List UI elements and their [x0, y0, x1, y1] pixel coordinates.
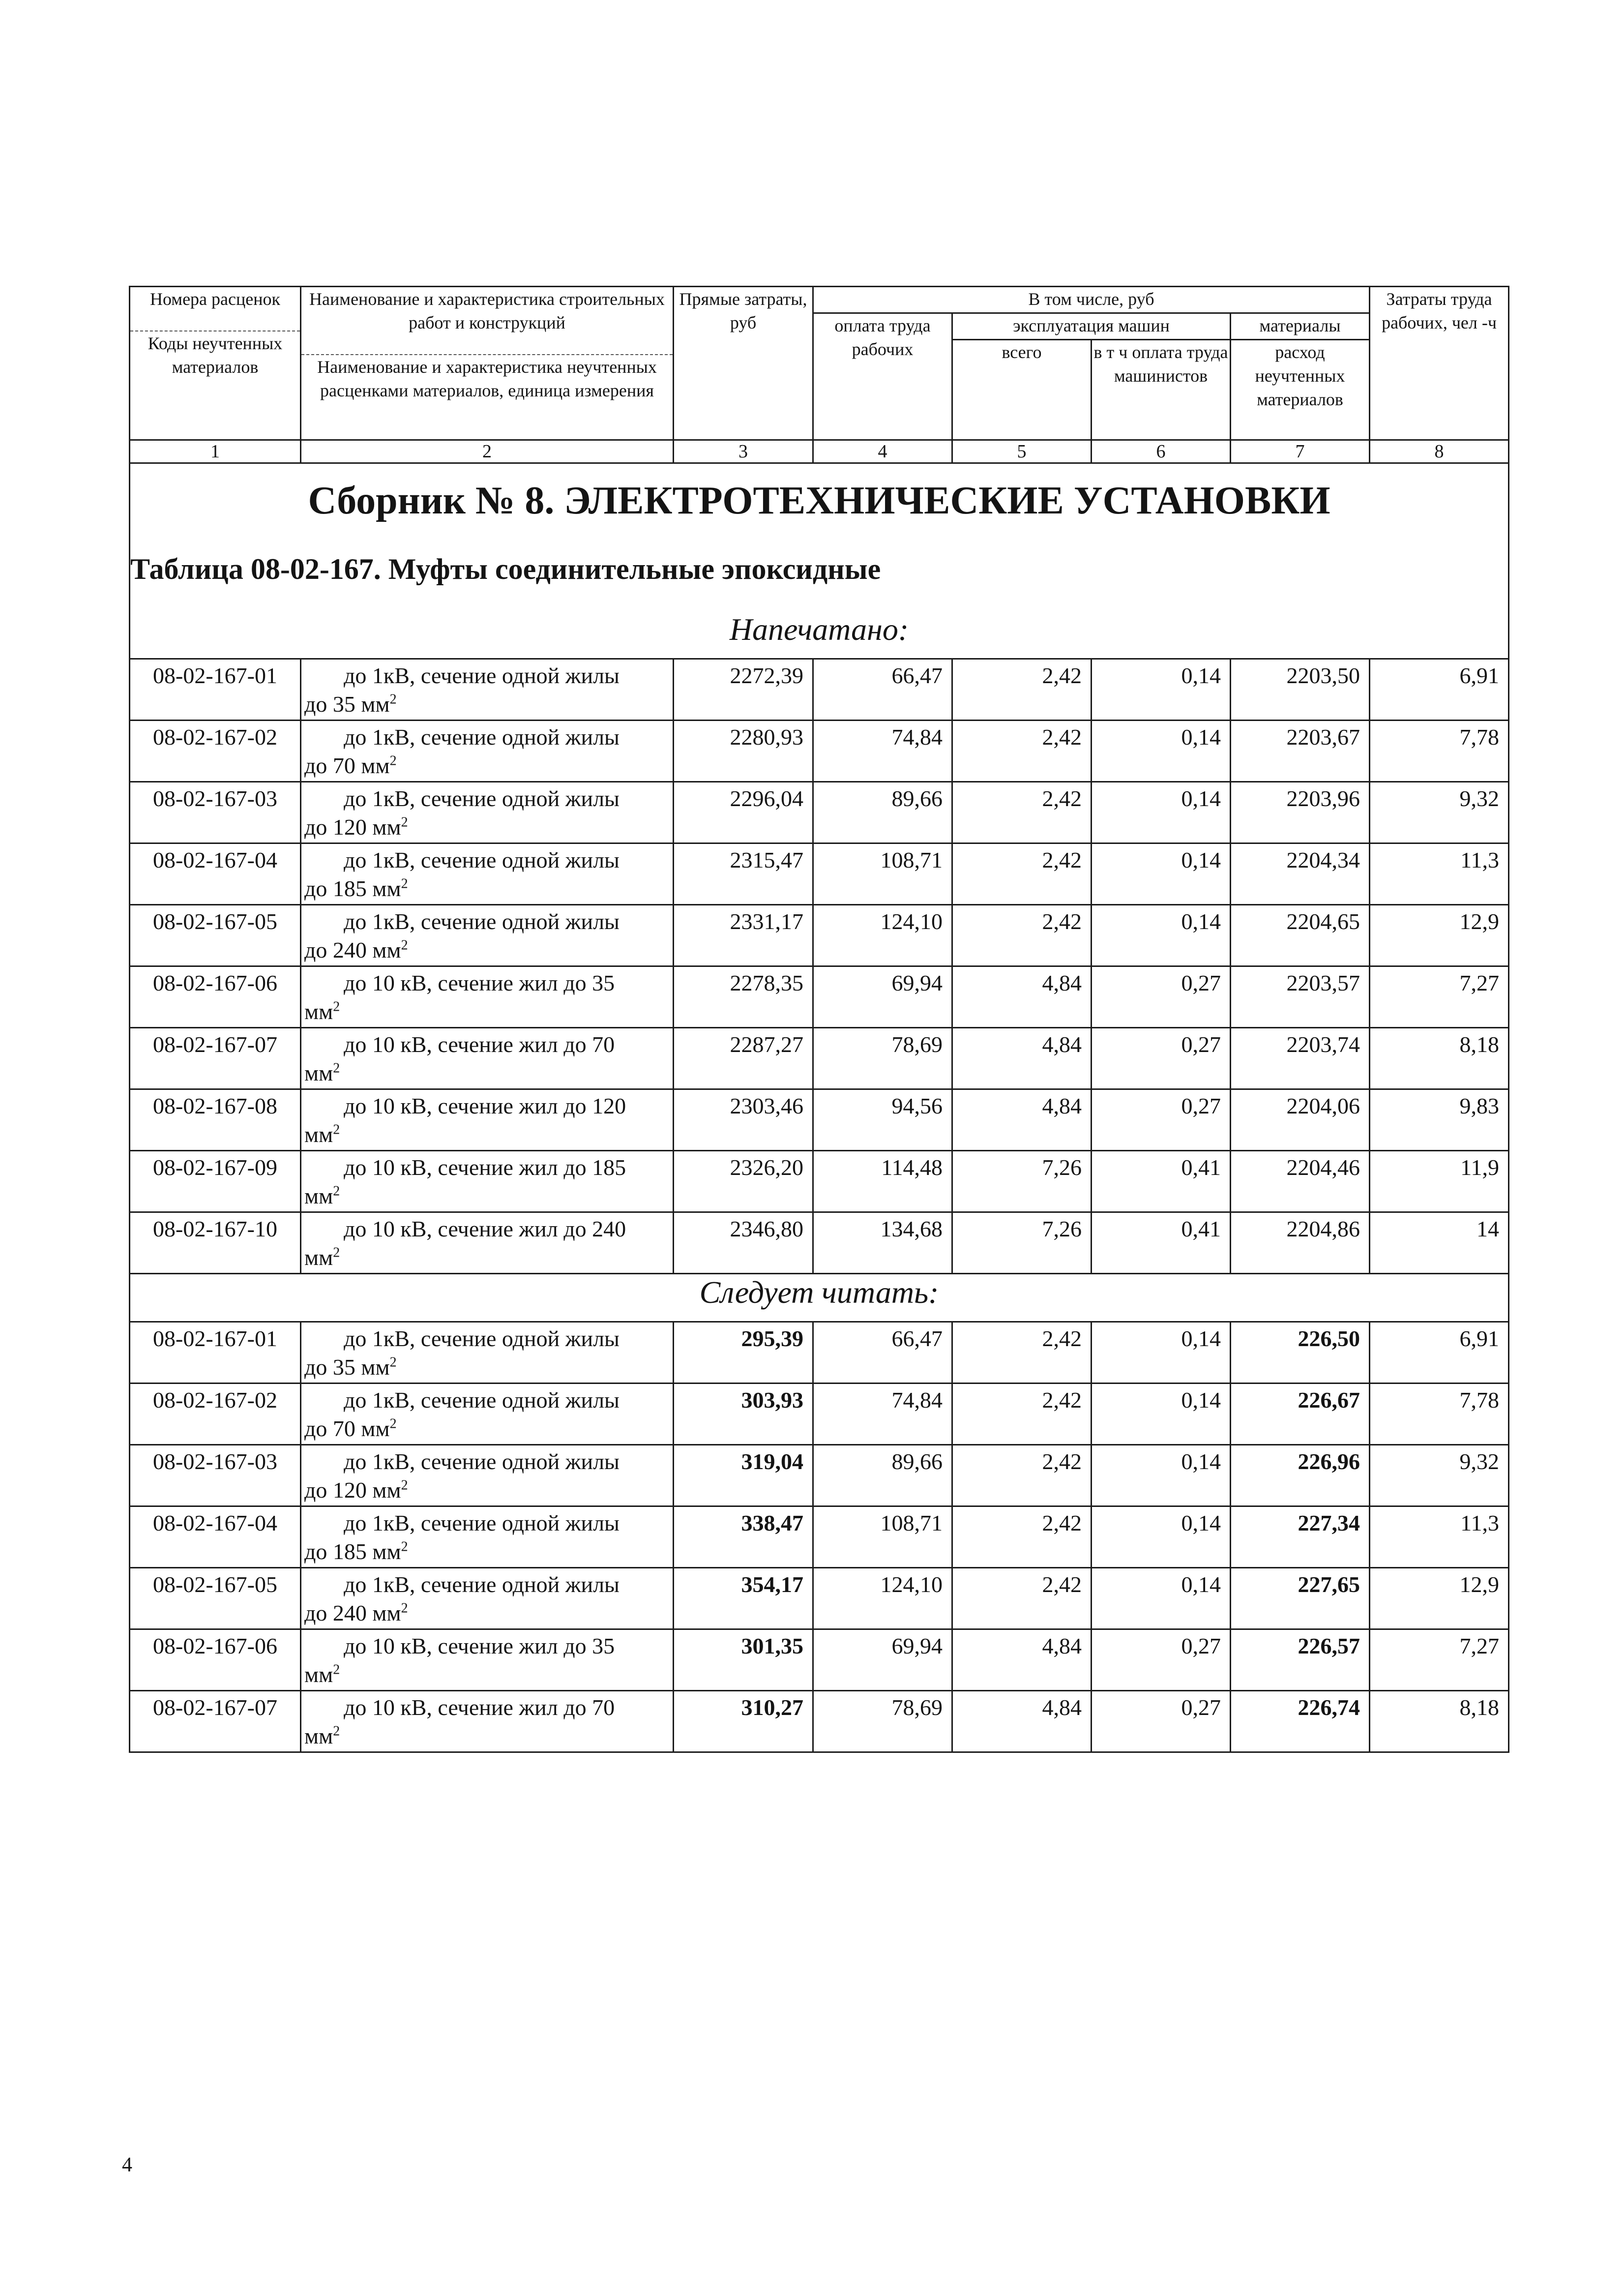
header-material-consumption: расход неучтенных материалов [1231, 340, 1370, 440]
rate-code: 08-02-167-07 [130, 1691, 301, 1752]
materials-cost: 226,67 [1231, 1384, 1370, 1445]
worker-pay: 78,69 [813, 1028, 952, 1089]
description-line-1: до 10 кВ, сечение жил до 120 [344, 1093, 626, 1118]
header-work-name: Наименование и характеристика строительных работ и конструкций [309, 289, 665, 332]
description-line-1: до 1кВ, сечение одной жилы [344, 909, 620, 934]
table-row [130, 1322, 1509, 1384]
machine-total: 4,84 [952, 1629, 1092, 1691]
worker-pay: 74,84 [813, 1384, 952, 1445]
header-worker-pay: оплата труда рабочих [813, 313, 952, 440]
direct-costs: 301,35 [674, 1629, 813, 1691]
work-description [301, 721, 674, 782]
squared-superscript: 2 [333, 1183, 340, 1199]
machinist-pay: 0,14 [1092, 1445, 1231, 1506]
rate-code: 08-02-167-06 [130, 1629, 301, 1691]
rate-code: 08-02-167-08 [130, 1089, 301, 1151]
work-description [301, 1028, 674, 1089]
machinist-pay: 0,14 [1092, 1384, 1231, 1445]
machine-total: 2,42 [952, 905, 1092, 966]
rate-code: 08-02-167-10 [130, 1212, 301, 1274]
squared-superscript: 2 [401, 1477, 408, 1493]
rate-code: 08-02-167-09 [130, 1151, 301, 1212]
rate-code: 08-02-167-04 [130, 843, 301, 905]
machine-total: 4,84 [952, 966, 1092, 1028]
materials-cost: 2204,86 [1231, 1212, 1370, 1274]
squared-superscript: 2 [333, 1723, 340, 1739]
direct-costs: 2278,35 [674, 966, 813, 1028]
squared-superscript: 2 [401, 937, 408, 953]
worker-pay: 69,94 [813, 1629, 952, 1691]
materials-cost: 2204,65 [1231, 905, 1370, 966]
direct-costs: 2287,27 [674, 1028, 813, 1089]
read-rows [130, 1322, 1509, 1752]
squared-superscript: 2 [333, 999, 340, 1015]
column-number: 4 [813, 440, 952, 463]
work-description [301, 905, 674, 966]
machine-total: 2,42 [952, 1384, 1092, 1445]
machine-total: 2,42 [952, 1506, 1092, 1568]
worker-pay: 89,66 [813, 782, 952, 843]
description-line-1: до 10 кВ, сечение жил до 185 [344, 1155, 626, 1180]
column-number: 6 [1092, 440, 1231, 463]
description-line-2: до 70 мм [304, 753, 390, 778]
description-line-1: до 10 кВ, сечение жил до 70 [344, 1695, 615, 1720]
rate-code: 08-02-167-02 [130, 721, 301, 782]
description-line-1: до 1кВ, сечение одной жилы [344, 1449, 620, 1474]
materials-cost: 226,57 [1231, 1629, 1370, 1691]
description-line-2: до 185 мм [304, 876, 401, 901]
description-line-2: мм [304, 999, 333, 1024]
direct-costs: 2346,80 [674, 1212, 813, 1274]
description-line-1: до 10 кВ, сечение жил до 35 [344, 970, 615, 995]
worker-pay: 66,47 [813, 659, 952, 721]
machine-total: 2,42 [952, 843, 1092, 905]
description-line-1: до 10 кВ, сечение жил до 35 [344, 1633, 615, 1658]
description-line-2: до 240 мм [304, 937, 401, 963]
work-description [301, 659, 674, 721]
squared-superscript: 2 [389, 1354, 397, 1370]
header-col1 [130, 287, 301, 440]
printed-label: Напечатано: [130, 611, 1509, 659]
materials-cost: 2204,46 [1231, 1151, 1370, 1212]
machine-total: 4,84 [952, 1691, 1092, 1752]
labor-hours: 6,91 [1370, 659, 1509, 721]
squared-superscript: 2 [401, 1539, 408, 1555]
squared-superscript: 2 [333, 1245, 340, 1261]
labor-hours: 14 [1370, 1212, 1509, 1274]
machine-total: 7,26 [952, 1151, 1092, 1212]
table-row [130, 966, 1509, 1028]
work-description [301, 966, 674, 1028]
table-row [130, 1629, 1509, 1691]
machinist-pay: 0,14 [1092, 782, 1231, 843]
description-line-2: мм [304, 1245, 333, 1270]
description-line-1: до 1кВ, сечение одной жилы [344, 1387, 620, 1413]
machinist-pay: 0,27 [1092, 966, 1231, 1028]
machine-total: 2,42 [952, 1568, 1092, 1629]
column-number: 3 [674, 440, 813, 463]
labor-hours: 7,27 [1370, 966, 1509, 1028]
header-direct-costs: Прямые затраты, руб [674, 287, 813, 440]
direct-costs: 2296,04 [674, 782, 813, 843]
machinist-pay: 0,14 [1092, 905, 1231, 966]
description-line-1: до 10 кВ, сечение жил до 70 [344, 1032, 615, 1057]
labor-hours: 8,18 [1370, 1028, 1509, 1089]
header-col2 [301, 287, 674, 440]
labor-hours: 12,9 [1370, 905, 1509, 966]
header-group: В том числе, руб [813, 287, 1370, 313]
description-line-1: до 1кВ, сечение одной жилы [344, 847, 620, 872]
materials-cost: 2203,74 [1231, 1028, 1370, 1089]
direct-costs: 303,93 [674, 1384, 813, 1445]
rate-code: 08-02-167-04 [130, 1506, 301, 1568]
materials-cost: 2203,96 [1231, 782, 1370, 843]
rate-code: 08-02-167-05 [130, 905, 301, 966]
labor-hours: 7,78 [1370, 721, 1509, 782]
table-row [130, 782, 1509, 843]
column-number: 2 [301, 440, 674, 463]
machinist-pay: 0,14 [1092, 1506, 1231, 1568]
machinist-pay: 0,14 [1092, 721, 1231, 782]
table-row [130, 905, 1509, 966]
table-row [130, 1212, 1509, 1274]
materials-cost: 226,74 [1231, 1691, 1370, 1752]
labor-hours: 9,32 [1370, 782, 1509, 843]
table-title: Таблица 08-02-167. Муфты соединительные эпоксидные [130, 552, 1509, 611]
description-line-1: до 1кВ, сечение одной жилы [344, 1510, 620, 1535]
direct-costs: 2331,17 [674, 905, 813, 966]
work-description [301, 1691, 674, 1752]
header-labor-hours: Затраты труда рабочих, чел -ч [1370, 287, 1509, 440]
table-row [130, 1568, 1509, 1629]
squared-superscript: 2 [389, 1416, 397, 1432]
description-line-2: мм [304, 1183, 333, 1208]
column-number: 8 [1370, 440, 1509, 463]
page-number: 4 [122, 2154, 132, 2176]
table-row [130, 1028, 1509, 1089]
description-line-2: до 35 мм [304, 1354, 390, 1380]
rate-code: 08-02-167-03 [130, 782, 301, 843]
work-description [301, 1568, 674, 1629]
header-exploitation: эксплуатация машин [952, 313, 1231, 340]
squared-superscript: 2 [333, 1060, 340, 1076]
column-number: 5 [952, 440, 1092, 463]
machinist-pay: 0,14 [1092, 1322, 1231, 1384]
materials-cost: 227,34 [1231, 1506, 1370, 1568]
rate-code: 08-02-167-02 [130, 1384, 301, 1445]
direct-costs: 354,17 [674, 1568, 813, 1629]
machine-total: 4,84 [952, 1028, 1092, 1089]
header-materials: материалы [1231, 313, 1370, 340]
labor-hours: 11,9 [1370, 1151, 1509, 1212]
spacer [130, 463, 1509, 479]
rate-code: 08-02-167-07 [130, 1028, 301, 1089]
labor-hours: 12,9 [1370, 1568, 1509, 1629]
rate-code: 08-02-167-01 [130, 1322, 301, 1384]
labor-hours: 11,3 [1370, 1506, 1509, 1568]
materials-cost: 2203,57 [1231, 966, 1370, 1028]
table-row [130, 843, 1509, 905]
table-row [130, 1089, 1509, 1151]
description-line-1: до 1кВ, сечение одной жилы [344, 1326, 620, 1351]
materials-cost: 226,96 [1231, 1445, 1370, 1506]
materials-cost: 227,65 [1231, 1568, 1370, 1629]
work-description [301, 1089, 674, 1151]
machinist-pay: 0,27 [1092, 1629, 1231, 1691]
squared-superscript: 2 [333, 1122, 340, 1138]
table-row [130, 1506, 1509, 1568]
printed-rows [130, 659, 1509, 1274]
direct-costs: 295,39 [674, 1322, 813, 1384]
table-row [130, 721, 1509, 782]
materials-cost: 2204,34 [1231, 843, 1370, 905]
machine-total: 2,42 [952, 721, 1092, 782]
description-line-1: до 1кВ, сечение одной жилы [344, 786, 620, 811]
machinist-pay: 0,14 [1092, 659, 1231, 721]
description-line-2: мм [304, 1662, 333, 1687]
labor-hours: 6,91 [1370, 1322, 1509, 1384]
direct-costs: 338,47 [674, 1506, 813, 1568]
description-line-2: до 120 мм [304, 1477, 401, 1503]
machine-total: 2,42 [952, 659, 1092, 721]
work-description [301, 1506, 674, 1568]
header-machinist-pay: в т ч оплата труда машинистов [1092, 340, 1231, 440]
materials-cost: 2204,06 [1231, 1089, 1370, 1151]
materials-cost: 2203,50 [1231, 659, 1370, 721]
rate-code: 08-02-167-01 [130, 659, 301, 721]
squared-superscript: 2 [333, 1662, 340, 1678]
squared-superscript: 2 [401, 1600, 408, 1616]
work-description [301, 843, 674, 905]
description-line-2: мм [304, 1122, 333, 1147]
column-numbers-row [130, 440, 1509, 463]
work-description [301, 1629, 674, 1691]
labor-hours: 8,18 [1370, 1691, 1509, 1752]
worker-pay: 108,71 [813, 843, 952, 905]
header-material-name: Наименование и характеристика неучтенных расценками материалов, единица измерения [301, 354, 673, 402]
rate-code: 08-02-167-05 [130, 1568, 301, 1629]
direct-costs: 2315,47 [674, 843, 813, 905]
worker-pay: 114,48 [813, 1151, 952, 1212]
read-label: Следует читать: [130, 1274, 1509, 1322]
description-line-1: до 1кВ, сечение одной жилы [344, 663, 620, 688]
machine-total: 2,42 [952, 1445, 1092, 1506]
worker-pay: 66,47 [813, 1322, 952, 1384]
machinist-pay: 0,41 [1092, 1212, 1231, 1274]
machine-total: 7,26 [952, 1212, 1092, 1274]
labor-hours: 9,83 [1370, 1089, 1509, 1151]
labor-hours: 9,32 [1370, 1445, 1509, 1506]
machinist-pay: 0,41 [1092, 1151, 1231, 1212]
machinist-pay: 0,14 [1092, 843, 1231, 905]
direct-costs: 2303,46 [674, 1089, 813, 1151]
rate-code: 08-02-167-06 [130, 966, 301, 1028]
table-row [130, 1691, 1509, 1752]
work-description [301, 1384, 674, 1445]
labor-hours: 7,78 [1370, 1384, 1509, 1445]
column-number: 7 [1231, 440, 1370, 463]
description-line-1: до 1кВ, сечение одной жилы [344, 724, 620, 750]
worker-pay: 108,71 [813, 1506, 952, 1568]
direct-costs: 319,04 [674, 1445, 813, 1506]
collection-title: Сборник № 8. ЭЛЕКТРОТЕХНИЧЕСКИЕ УСТАНОВКИ [130, 479, 1509, 552]
worker-pay: 89,66 [813, 1445, 952, 1506]
work-description [301, 1151, 674, 1212]
description-line-2: до 185 мм [304, 1539, 401, 1564]
description-line-2: до 35 мм [304, 692, 390, 717]
table-row [130, 659, 1509, 721]
direct-costs: 310,27 [674, 1691, 813, 1752]
machinist-pay: 0,27 [1092, 1691, 1231, 1752]
squared-superscript: 2 [401, 876, 408, 892]
machinist-pay: 0,27 [1092, 1089, 1231, 1151]
header-total: всего [952, 340, 1092, 440]
work-description [301, 1212, 674, 1274]
machinist-pay: 0,14 [1092, 1568, 1231, 1629]
direct-costs: 2280,93 [674, 721, 813, 782]
header-rate-numbers: Номера расценок [149, 289, 280, 309]
table-row [130, 1445, 1509, 1506]
materials-cost: 226,50 [1231, 1322, 1370, 1384]
machine-total: 2,42 [952, 782, 1092, 843]
squared-superscript: 2 [401, 814, 408, 830]
worker-pay: 78,69 [813, 1691, 952, 1752]
worker-pay: 94,56 [813, 1089, 952, 1151]
description-line-1: до 10 кВ, сечение жил до 240 [344, 1216, 626, 1241]
description-line-2: до 240 мм [304, 1600, 401, 1625]
direct-costs: 2272,39 [674, 659, 813, 721]
worker-pay: 69,94 [813, 966, 952, 1028]
machine-total: 4,84 [952, 1089, 1092, 1151]
work-description [301, 782, 674, 843]
rate-code: 08-02-167-03 [130, 1445, 301, 1506]
column-number: 1 [130, 440, 301, 463]
work-description [301, 1445, 674, 1506]
labor-hours: 7,27 [1370, 1629, 1509, 1691]
materials-cost: 2203,67 [1231, 721, 1370, 782]
rates-table [129, 286, 1509, 1753]
squared-superscript: 2 [389, 753, 397, 769]
machinist-pay: 0,27 [1092, 1028, 1231, 1089]
worker-pay: 74,84 [813, 721, 952, 782]
work-description [301, 1322, 674, 1384]
worker-pay: 124,10 [813, 1568, 952, 1629]
header-material-codes: Коды неучтенных материалов [130, 331, 300, 379]
squared-superscript: 2 [389, 692, 397, 707]
description-line-2: до 70 мм [304, 1416, 390, 1441]
description-line-2: до 120 мм [304, 814, 401, 840]
labor-hours: 11,3 [1370, 843, 1509, 905]
table-row [130, 1384, 1509, 1445]
worker-pay: 134,68 [813, 1212, 952, 1274]
description-line-1: до 1кВ, сечение одной жилы [344, 1572, 620, 1597]
table-row [130, 1151, 1509, 1212]
description-line-2: мм [304, 1060, 333, 1085]
worker-pay: 124,10 [813, 905, 952, 966]
description-line-2: мм [304, 1723, 333, 1748]
machine-total: 2,42 [952, 1322, 1092, 1384]
direct-costs: 2326,20 [674, 1151, 813, 1212]
